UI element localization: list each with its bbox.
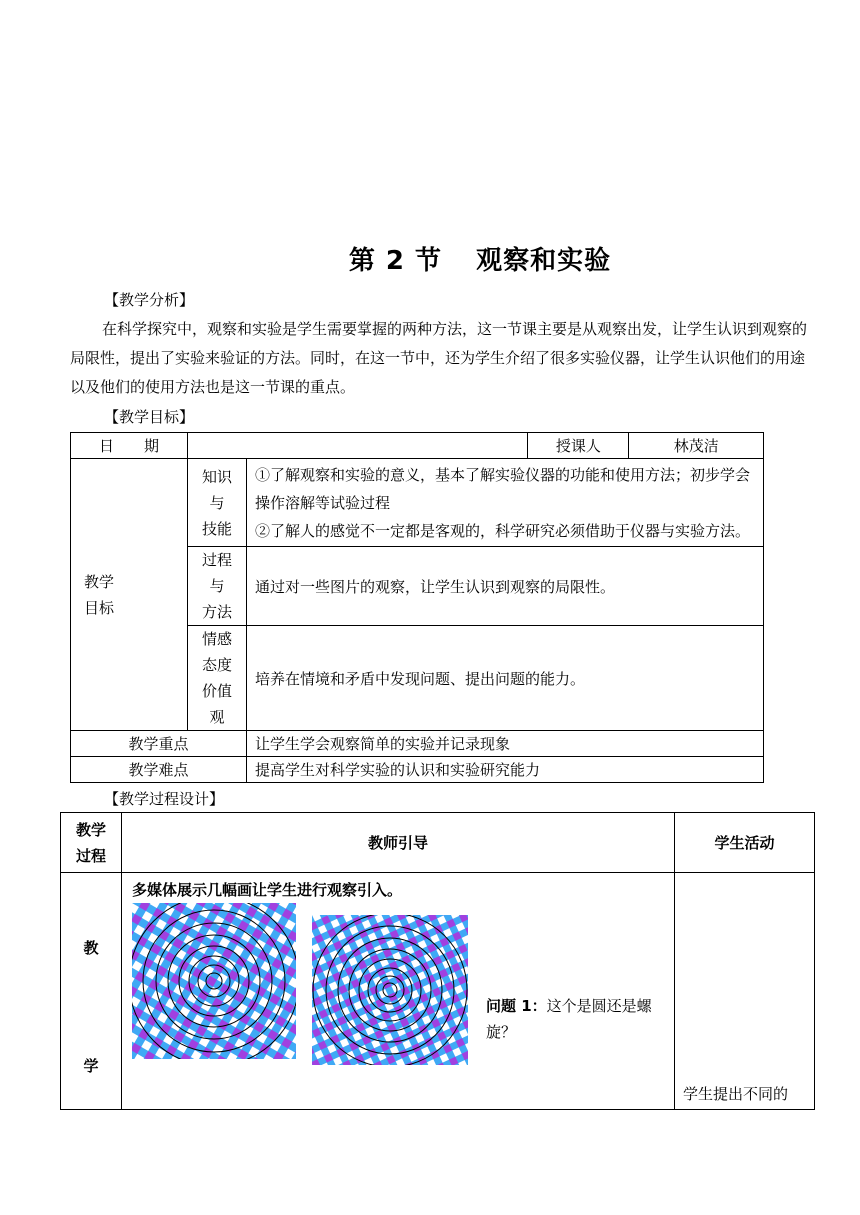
process-label-2: 与: [209, 577, 225, 595]
attitude-text: 培养在情境和矛盾中发现问题、提出问题的能力。: [247, 626, 764, 731]
knowledge-label-1: 知识: [201, 467, 232, 486]
process-table: [60, 812, 815, 1110]
stage-char-1: 教: [83, 939, 99, 957]
knowledge-label-2: 与: [209, 493, 225, 512]
knowledge-text: [247, 459, 764, 547]
teacher-label: 授课人: [528, 433, 629, 459]
col-header-student: 学生活动: [675, 813, 815, 873]
knowledge-text-2: ②了解人的感觉不一定都是客观的，科学研究必须借助于仪器与实验方法。: [255, 521, 751, 540]
stage-char-2: 学: [83, 1057, 99, 1075]
process-heading: 【教学过程设计】: [104, 790, 225, 808]
knowledge-text-1: ①了解观察和实验的意义，基本了解实验仪器的功能和使用方法；初步学会操作溶解等试验过程: [255, 465, 751, 512]
goals-group-label: [71, 459, 188, 731]
teacher-value: 林茂洁: [629, 433, 764, 459]
question-text: 这个是圆还是螺旋？: [486, 997, 652, 1041]
date-label: 日 期: [71, 433, 188, 459]
goals-table: [70, 432, 764, 783]
attitude-label-3: 价值: [201, 682, 232, 700]
attitude-label: [188, 626, 247, 731]
analysis-heading: 【教学分析】: [104, 291, 195, 309]
question-1: [486, 993, 670, 1045]
date-value: [188, 433, 528, 459]
page-title: [0, 240, 860, 277]
title-text: 观察和实验: [476, 246, 612, 276]
attitude-label-4: 观: [209, 708, 225, 726]
teacher-guidance-cell: [122, 873, 675, 1110]
process-label-1: 过程: [201, 551, 232, 569]
analysis-text: 在科学探究中，观察和实验是学生需要掌握的两种方法，这一节课主要是从观察出发，让学生认识到观察的局限性，提出了实验来验证的方法。同时，在这一节中，还为学生介绍了很多实验仪器，让学生认识他们的用途以及他们的使用方法也是这一节课的重点。: [70, 320, 808, 396]
stage-cell: [61, 873, 122, 1110]
process-method-text: 通过对一些图片的观察，让学生认识到观察的局限性。: [247, 547, 764, 626]
spiral-illusion-image-1: [132, 903, 296, 1059]
process-label-3: 方法: [201, 603, 232, 621]
goals-heading: 【教学目标】: [104, 408, 195, 426]
goals-group-label-line2: 目标: [83, 598, 114, 617]
col-header-stage-1: 教学: [75, 820, 106, 839]
col-header-stage: [61, 813, 122, 873]
attitude-label-2: 态度: [201, 656, 232, 674]
analysis-paragraph: [70, 315, 815, 402]
key-point-text: 让学生学会观察简单的实验并记录现象: [247, 731, 764, 757]
student-activity-text: 学生提出不同的: [683, 1085, 789, 1103]
col-header-stage-2: 过程: [75, 846, 106, 865]
difficult-point-label: 教学难点: [71, 757, 247, 783]
attitude-label-1: 情感: [201, 630, 232, 648]
difficult-point-text: 提高学生对科学实验的认识和实验研究能力: [247, 757, 764, 783]
knowledge-label: [188, 459, 247, 547]
title-section-number: 第 2 节: [348, 246, 443, 276]
intro-text: 多媒体展示几幅画让学生进行观察引入。: [132, 881, 403, 899]
knowledge-label-3: 技能: [201, 519, 232, 538]
spiral-illusion-image-2: [312, 915, 468, 1065]
student-activity-cell: [675, 873, 815, 1110]
goals-group-label-line1: 教学: [83, 572, 114, 591]
col-header-teacher: 教师引导: [122, 813, 675, 873]
process-method-label: [188, 547, 247, 626]
question-label: 问题 1：: [486, 997, 547, 1015]
key-point-label: 教学重点: [71, 731, 247, 757]
